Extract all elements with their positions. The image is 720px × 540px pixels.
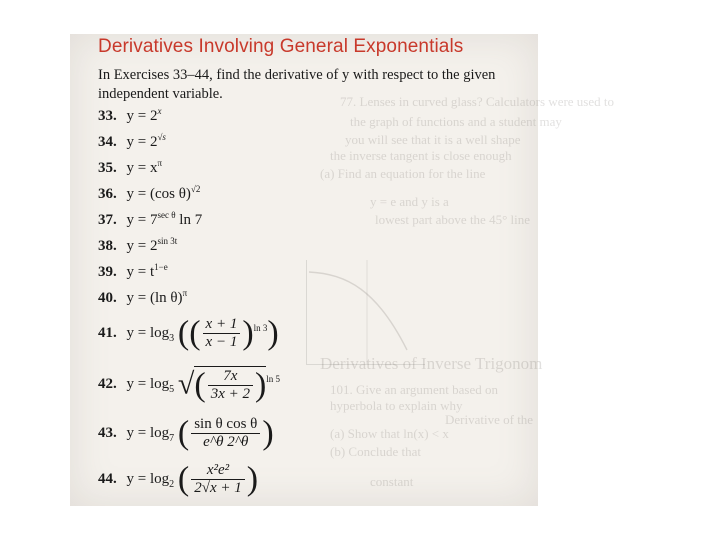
exponent: √s [157, 132, 166, 142]
log-base: 5 [169, 383, 175, 395]
exercise-expression: y = 2 [126, 108, 158, 124]
section-heading: Derivatives Involving General Exponentials [98, 36, 464, 57]
exercise-expression: y = log [126, 375, 170, 392]
exercise-number: 42. [98, 375, 117, 392]
numerator: x²e² [191, 462, 245, 480]
exercise-number: 38. [98, 238, 117, 254]
numerator: x + 1 [203, 316, 241, 334]
exercise-35 [98, 160, 162, 177]
exercise-tail: ln 7 [175, 212, 203, 228]
exercise-number: 34. [98, 134, 117, 150]
exercise-expression: y = (cos θ) [126, 186, 191, 202]
exercise-number: 41. [98, 324, 117, 341]
right-paren: ) [267, 314, 279, 352]
exponent: x [157, 106, 162, 116]
bleed-text: the inverse tangent is close enough [330, 148, 512, 163]
bleed-text: Derivative of the [445, 412, 534, 427]
right-paren: ) [254, 366, 267, 404]
log-base: 3 [169, 332, 175, 344]
bleed-text: the graph of functions and a student may [350, 114, 562, 129]
bleed-text: 77. Lenses in curved glass? Calculators were used to [340, 94, 615, 109]
exercise-41 [98, 316, 279, 351]
log-base: 2 [169, 478, 175, 490]
bleed-graph [306, 260, 425, 365]
right-paren: ) [242, 314, 254, 352]
bleed-text: (b) Conclude that [330, 444, 421, 459]
exponent: 1−e [154, 262, 168, 272]
exercise-43 [98, 416, 274, 451]
exponent: π [157, 158, 163, 168]
bleed-text: Derivatives of Inverse Trigonom [320, 354, 543, 373]
exercise-number: 36. [98, 186, 117, 202]
right-paren: ) [246, 460, 259, 498]
left-paren: (( [177, 314, 201, 352]
exercise-42 [98, 366, 280, 403]
exercise-37 [98, 212, 202, 229]
exercise-44 [98, 462, 258, 497]
denominator: e^θ 2^θ [203, 434, 249, 450]
exercise-expression: y = 7 [126, 212, 158, 228]
exercise-number: 37. [98, 212, 117, 228]
exercise-36 [98, 186, 200, 203]
fraction [203, 316, 241, 351]
exercise-number: 40. [98, 290, 117, 306]
left-paren: ( [177, 414, 190, 452]
bleed-text: y = e and y is a [370, 194, 449, 209]
denominator: x − 1 [205, 334, 238, 350]
fraction [208, 368, 253, 403]
bleed-text: constant [370, 474, 414, 489]
exercise-number: 43. [98, 424, 117, 441]
exponent: √2 [190, 184, 201, 194]
exercise-number: 35. [98, 160, 117, 176]
exercise-number: 33. [98, 108, 117, 124]
bleed-text: lowest part above the 45° line [375, 212, 531, 227]
exercise-expression: y = 2 [126, 238, 158, 254]
exponent: ln 3 [253, 322, 268, 333]
exercise-instructions: In Exercises 33–44, find the derivative of y with respect to the given independent variable. [98, 67, 496, 102]
exercise-38 [98, 238, 177, 255]
exercise-expression: y = (ln θ) [126, 290, 183, 306]
fraction [191, 416, 260, 451]
log-base: 7 [169, 432, 175, 444]
bleed-text: you will see that it is a well shape [345, 132, 521, 147]
right-paren: ) [262, 414, 274, 452]
exercise-40 [98, 290, 187, 307]
exponent: sin 3t [157, 236, 178, 246]
bleed-text: hyperbola to explain why [330, 398, 463, 413]
exercise-expression: y = log [126, 324, 170, 341]
exercise-39 [98, 264, 168, 281]
fraction [191, 462, 245, 497]
bleed-text: 101. Give an argument based on [330, 382, 498, 397]
denominator: 3x + 2 [210, 386, 250, 402]
textbook-page-scan [70, 34, 615, 506]
exponent: ln 5 [266, 373, 281, 384]
left-paren: ( [194, 366, 206, 404]
exponent: sec θ [157, 210, 176, 220]
exercise-expression: y = log [126, 470, 170, 487]
sqrt-icon: √ [177, 367, 195, 401]
bleed-text: (a) Show that ln(x) < x [330, 426, 449, 441]
numerator: 7x [208, 368, 253, 386]
exercise-expression: y = t [126, 264, 155, 280]
left-paren: ( [177, 460, 190, 498]
exercise-expression: y = log [126, 424, 170, 441]
bleed-text: (a) Find an equation for the line [320, 166, 486, 181]
denominator: 2√x + 1 [194, 480, 242, 496]
exercise-number: 44. [98, 470, 117, 487]
exercise-number: 39. [98, 264, 117, 280]
exercise-expression: y = x [126, 160, 158, 176]
exponent: π [182, 288, 188, 298]
numerator: sin θ cos θ [191, 416, 260, 434]
exercise-expression: y = 2 [126, 134, 158, 150]
exercise-34 [98, 134, 166, 151]
radicand [194, 366, 266, 403]
exercise-33 [98, 108, 161, 125]
